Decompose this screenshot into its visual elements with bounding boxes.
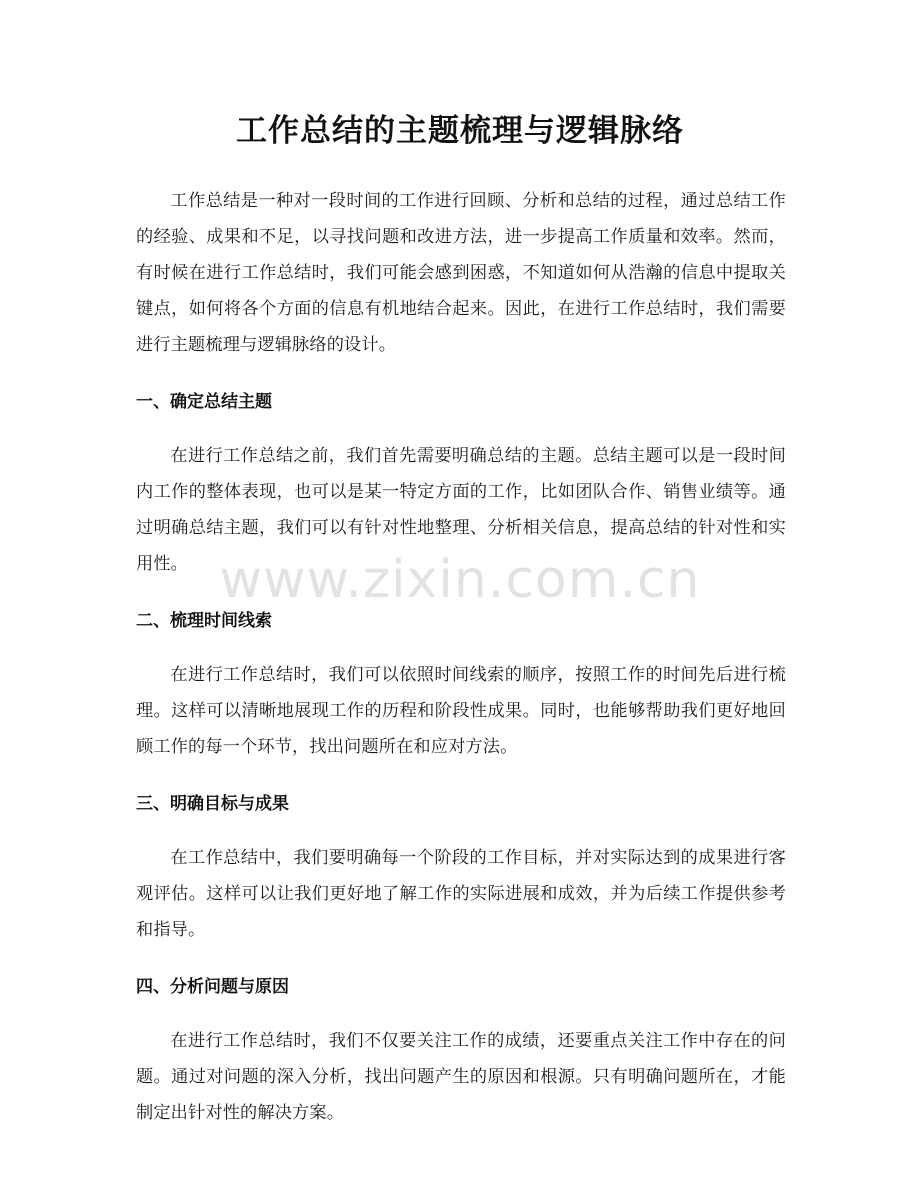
section-heading: 四、分析问题与原因 [136, 977, 289, 997]
section-heading: 三、明确目标与成果 [136, 794, 289, 814]
intro-paragraph: 工作总结是一种对一段时间的工作进行回顾、分析和总结的过程，通过总结工作的经验、成果和不足，以寻找问题和改进方法，进一步提高工作质量和效率。然而，有时候在进行工作总结时，我们可能会感到困惑，不知道如何从浩瀚的信息中提取关键点，如何将各个方面的信息有机地结合起来。因此，在进行工作总结时，我们需要进行主题梳理与逻辑脉络的设计。 [136, 191, 786, 355]
section-paragraph: 在进行工作总结之前，我们首先需要明确总结的主题。总结主题可以是一段时间内工作的整体表现，也可以是某一特定方面的工作，比如团队合作、销售业绩等。通过明确总结主题，我们可以有针对性地整理、分析相关信息，提高总结的针对性和实用性。 [136, 446, 786, 574]
document-title: 工作总结的主题梳理与逻辑脉络 [236, 113, 684, 149]
document-body [136, 183, 786, 1131]
section-1 [136, 384, 786, 582]
section-4 [136, 969, 786, 1131]
section-paragraph: 在进行工作总结时，我们不仅要关注工作的成绩，还要重点关注工作中存在的问题。通过对问题的深入分析，找出问题产生的原因和根源。只有明确问题所在，才能制定出针对性的解决方案。 [136, 1031, 786, 1123]
watermark: www.zixin.com.cn [219, 550, 701, 610]
section-3 [136, 786, 786, 948]
section-paragraph: 在工作总结中，我们要明确每一个阶段的工作目标，并对实际达到的成果进行客观评估。这样可以让我们更好地了解工作的实际进展和成效，并为后续工作提供参考和指导。 [136, 848, 786, 940]
section-heading: 二、梳理时间线索 [136, 611, 272, 631]
section-paragraph: 在进行工作总结时，我们可以依照时间线索的顺序，按照工作的时间先后进行梳理。这样可以清晰地展现工作的历程和阶段性成果。同时，也能够帮助我们更好地回顾工作的每一个环节，找出问题所在和应对方法。 [136, 665, 786, 757]
section-heading: 一、确定总结主题 [136, 392, 272, 412]
section-2 [136, 603, 786, 765]
